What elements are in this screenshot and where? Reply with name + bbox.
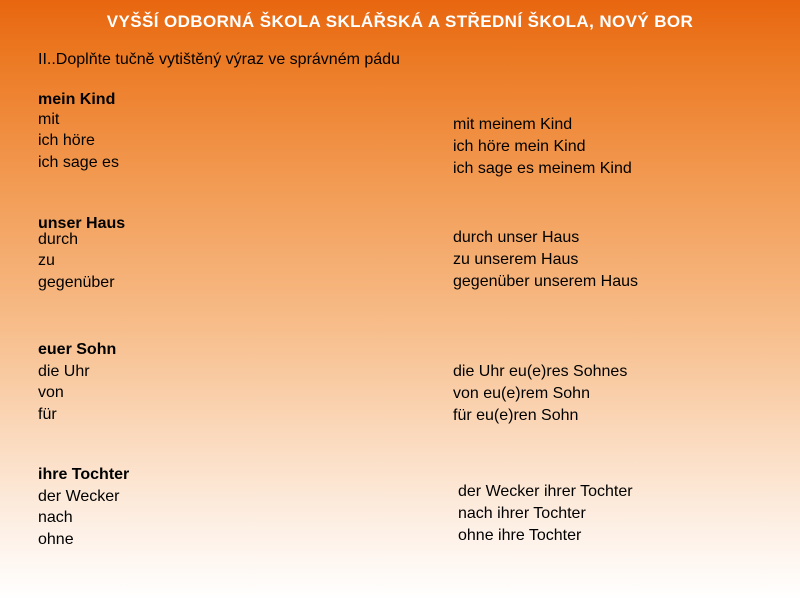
prompt-line: durch xyxy=(38,230,79,248)
prompt-line: gegenüber xyxy=(38,273,115,291)
answer-line: der Wecker ihrer Tochter xyxy=(458,483,633,500)
prompt-line: von xyxy=(38,384,64,401)
bold-phrase: euer Sohn xyxy=(38,341,117,358)
bold-phrase: ihre Tochter xyxy=(38,466,130,483)
prompt-line: die Uhr xyxy=(38,362,90,380)
answer-line: gegenüber unserem Haus xyxy=(453,272,639,290)
exercise-group-mein-kind xyxy=(38,89,119,173)
answer-line: für eu(e)ren Sohn xyxy=(453,406,579,424)
answer-line: von eu(e)rem Sohn xyxy=(453,384,590,402)
prompt-line: ich höre xyxy=(38,132,95,149)
prompt-line: mit xyxy=(38,110,60,128)
answer-line: durch unser Haus xyxy=(453,229,580,246)
prompt-line: nach xyxy=(38,509,73,526)
answer-line: die Uhr eu(e)res Sohnes xyxy=(453,363,628,380)
answer-group-ihre-tochter xyxy=(458,481,633,546)
exercise-instruction: II..Doplňte tučně vytištěný výraz ve správném pádu xyxy=(38,51,400,68)
exercise-group-euer-sohn xyxy=(38,339,116,425)
answer-line: ohne ihre Tochter xyxy=(458,526,582,544)
bold-phrase: unser Haus xyxy=(38,215,126,232)
answer-line: mit meinem Kind xyxy=(453,116,573,133)
answer-line: nach ihrer Tochter xyxy=(458,504,586,522)
prompt-line: ohne xyxy=(38,530,74,548)
prompt-line: für xyxy=(38,405,57,423)
answer-line: zu unserem Haus xyxy=(453,250,579,268)
prompt-line: ich sage es xyxy=(38,153,119,171)
school-header xyxy=(0,0,800,44)
bold-phrase: mein Kind xyxy=(38,91,116,108)
answer-group-euer-sohn xyxy=(453,361,627,426)
answer-line: ich höre mein Kind xyxy=(453,137,586,155)
answer-group-unser-haus xyxy=(453,227,638,292)
exercise-group-unser-haus xyxy=(38,213,125,293)
prompt-line: zu xyxy=(38,252,55,269)
answer-line: ich sage es meinem Kind xyxy=(453,159,632,177)
prompt-line: der Wecker xyxy=(38,487,120,505)
exercise-group-ihre-tochter xyxy=(38,464,129,550)
answer-group-mein-kind xyxy=(453,114,632,179)
school-name: VYŠŠÍ ODBORNÁ ŠKOLA SKLÁŘSKÁ A STŘEDNÍ ŠKOLA, NOVÝ BOR xyxy=(106,12,694,31)
